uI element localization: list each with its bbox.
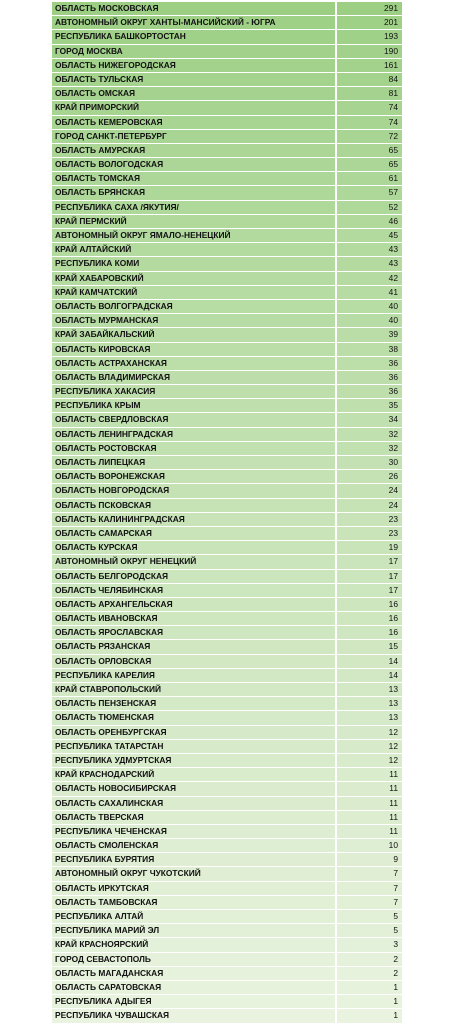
table-row: [52, 428, 402, 442]
table-row: [52, 87, 402, 101]
region-name: РЕСПУБЛИКА КАРЕЛИЯ: [52, 669, 337, 682]
region-name: РЕСПУБЛИКА ТАТАРСТАН: [52, 740, 337, 753]
table-row: [52, 882, 402, 896]
table-row: [52, 499, 402, 513]
region-name: ОБЛАСТЬ ВЛАДИМИРСКАЯ: [52, 371, 337, 384]
table-row: [52, 73, 402, 87]
region-name: РЕСПУБЛИКА ЧЕЧЕНСКАЯ: [52, 825, 337, 838]
region-name: ОБЛАСТЬ ЛИПЕЦКАЯ: [52, 456, 337, 469]
region-value: 36: [337, 357, 402, 370]
region-value: 43: [337, 243, 402, 256]
region-name: ОБЛАСТЬ СМОЛЕНСКАЯ: [52, 839, 337, 852]
region-value: 61: [337, 172, 402, 185]
region-value: 41: [337, 286, 402, 299]
table-row: [52, 272, 402, 286]
region-name: ОБЛАСТЬ ЧЕЛЯБИНСКАЯ: [52, 584, 337, 597]
table-row: [52, 385, 402, 399]
region-name: РЕСПУБЛИКА САХА /ЯКУТИЯ/: [52, 201, 337, 214]
region-value: 74: [337, 116, 402, 129]
region-name: ГОРОД МОСКВА: [52, 45, 337, 58]
region-name: КРАЙ ХАБАРОВСКИЙ: [52, 272, 337, 285]
table-row: [52, 655, 402, 669]
table-row: [52, 669, 402, 683]
region-value: 161: [337, 59, 402, 72]
region-name: ОБЛАСТЬ МАГАДАНСКАЯ: [52, 967, 337, 980]
region-name: РЕСПУБЛИКА БАШКОРТОСТАН: [52, 30, 337, 43]
region-name: ОБЛАСТЬ АСТРАХАНСКАЯ: [52, 357, 337, 370]
region-name: КРАЙ АЛТАЙСКИЙ: [52, 243, 337, 256]
region-value: 7: [337, 867, 402, 880]
region-value: 16: [337, 598, 402, 611]
region-value: 84: [337, 73, 402, 86]
region-value: 1: [337, 995, 402, 1008]
region-name: РЕСПУБЛИКА БУРЯТИЯ: [52, 853, 337, 866]
region-value: 24: [337, 484, 402, 497]
region-value: 30: [337, 456, 402, 469]
table-row: [52, 541, 402, 555]
region-value: 10: [337, 839, 402, 852]
region-name: ОБЛАСТЬ ИВАНОВСКАЯ: [52, 612, 337, 625]
region-value: 13: [337, 697, 402, 710]
region-value: 12: [337, 726, 402, 739]
region-name: АВТОНОМНЫЙ ОКРУГ ХАНТЫ-МАНСИЙСКИЙ - ЮГРА: [52, 16, 337, 29]
region-name: ОБЛАСТЬ ТОМСКАЯ: [52, 172, 337, 185]
region-value: 39: [337, 328, 402, 341]
region-name: ОБЛАСТЬ САМАРСКАЯ: [52, 527, 337, 540]
region-name: ОБЛАСТЬ ЛЕНИНГРАДСКАЯ: [52, 428, 337, 441]
table-row: [52, 711, 402, 725]
table-row: [52, 910, 402, 924]
region-value: 45: [337, 229, 402, 242]
region-value: 12: [337, 740, 402, 753]
region-name: ОБЛАСТЬ ОРЕНБУРГСКАЯ: [52, 726, 337, 739]
table-row: [52, 201, 402, 215]
region-name: КРАЙ КРАСНОЯРСКИЙ: [52, 938, 337, 951]
region-value: 23: [337, 513, 402, 526]
region-value: 35: [337, 399, 402, 412]
table-row: [52, 59, 402, 73]
region-value: 15: [337, 640, 402, 653]
table-row: [52, 2, 402, 16]
table-row: [52, 754, 402, 768]
table-row: [52, 612, 402, 626]
table-row: [52, 598, 402, 612]
region-name: ОБЛАСТЬ КАЛИНИНГРАДСКАЯ: [52, 513, 337, 526]
region-value: 36: [337, 385, 402, 398]
region-value: 19: [337, 541, 402, 554]
table-row: [52, 995, 402, 1009]
region-name: ОБЛАСТЬ ПСКОВСКАЯ: [52, 499, 337, 512]
region-name: РЕСПУБЛИКА КРЫМ: [52, 399, 337, 412]
table-row: [52, 924, 402, 938]
region-name: ОБЛАСТЬ АРХАНГЕЛЬСКАЯ: [52, 598, 337, 611]
table-row: [52, 257, 402, 271]
region-value: 17: [337, 584, 402, 597]
table-row: [52, 740, 402, 754]
table-row: [52, 584, 402, 598]
region-name: ОБЛАСТЬ СВЕРДЛОВСКАЯ: [52, 413, 337, 426]
region-value: 11: [337, 782, 402, 795]
region-value: 40: [337, 314, 402, 327]
table-row: [52, 456, 402, 470]
region-name: РЕСПУБЛИКА МАРИЙ ЭЛ: [52, 924, 337, 937]
region-name: КРАЙ СТАВРОПОЛЬСКИЙ: [52, 683, 337, 696]
region-value: 74: [337, 101, 402, 114]
region-value: 3: [337, 938, 402, 951]
region-value: 65: [337, 144, 402, 157]
region-name: ОБЛАСТЬ НОВГОРОДСКАЯ: [52, 484, 337, 497]
region-value: 36: [337, 371, 402, 384]
region-value: 38: [337, 343, 402, 356]
region-value: 72: [337, 130, 402, 143]
region-value: 14: [337, 655, 402, 668]
region-value: 26: [337, 470, 402, 483]
region-name: ОБЛАСТЬ ПЕНЗЕНСКАЯ: [52, 697, 337, 710]
region-name: ОБЛАСТЬ ТВЕРСКАЯ: [52, 811, 337, 824]
region-name: КРАЙ КАМЧАТСКИЙ: [52, 286, 337, 299]
region-value: 81: [337, 87, 402, 100]
region-value: 11: [337, 811, 402, 824]
table-row: [52, 371, 402, 385]
table-row: [52, 243, 402, 257]
table-row: [52, 172, 402, 186]
region-name: ОБЛАСТЬ НОВОСИБИРСКАЯ: [52, 782, 337, 795]
region-value: 17: [337, 570, 402, 583]
region-name: ОБЛАСТЬ САХАЛИНСКАЯ: [52, 797, 337, 810]
region-value: 65: [337, 158, 402, 171]
table-row: [52, 229, 402, 243]
region-value: 2: [337, 953, 402, 966]
region-name: ОБЛАСТЬ КУРСКАЯ: [52, 541, 337, 554]
region-name: ОБЛАСТЬ ВОЛГОГРАДСКАЯ: [52, 300, 337, 313]
region-name: ОБЛАСТЬ НИЖЕГОРОДСКАЯ: [52, 59, 337, 72]
region-name: ОБЛАСТЬ БРЯНСКАЯ: [52, 186, 337, 199]
region-name: ОБЛАСТЬ ОРЛОВСКАЯ: [52, 655, 337, 668]
region-value: 7: [337, 896, 402, 909]
table-row: [52, 442, 402, 456]
region-name: ОБЛАСТЬ МУРМАНСКАЯ: [52, 314, 337, 327]
region-name: ГОРОД САНКТ-ПЕТЕРБУРГ: [52, 130, 337, 143]
table-row: [52, 797, 402, 811]
table-row: [52, 938, 402, 952]
region-name: ОБЛАСТЬ ОМСКАЯ: [52, 87, 337, 100]
region-value: 42: [337, 272, 402, 285]
table-row: [52, 570, 402, 584]
table-row: [52, 555, 402, 569]
region-value: 5: [337, 924, 402, 937]
region-name: ОБЛАСТЬ РЯЗАНСКАЯ: [52, 640, 337, 653]
region-value: 57: [337, 186, 402, 199]
region-name: ОБЛАСТЬ ТУЛЬСКАЯ: [52, 73, 337, 86]
region-name: АВТОНОМНЫЙ ОКРУГ ЯМАЛО-НЕНЕЦКИЙ: [52, 229, 337, 242]
table-row: [52, 811, 402, 825]
region-name: КРАЙ КРАСНОДАРСКИЙ: [52, 768, 337, 781]
region-value: 40: [337, 300, 402, 313]
table-row: [52, 215, 402, 229]
table-row: [52, 726, 402, 740]
region-name: ОБЛАСТЬ ТЮМЕНСКАЯ: [52, 711, 337, 724]
table-row: [52, 286, 402, 300]
region-name: РЕСПУБЛИКА ХАКАСИЯ: [52, 385, 337, 398]
table-row: [52, 357, 402, 371]
region-value: 17: [337, 555, 402, 568]
table-row: [52, 45, 402, 59]
table-row: [52, 839, 402, 853]
region-name: ОБЛАСТЬ ИРКУТСКАЯ: [52, 882, 337, 895]
region-name: ОБЛАСТЬ МОСКОВСКАЯ: [52, 2, 337, 15]
region-table: [52, 2, 402, 1024]
region-name: ОБЛАСТЬ БЕЛГОРОДСКАЯ: [52, 570, 337, 583]
region-value: 16: [337, 612, 402, 625]
table-row: [52, 144, 402, 158]
table-row: [52, 967, 402, 981]
table-row: [52, 470, 402, 484]
region-name: КРАЙ ЗАБАЙКАЛЬСКИЙ: [52, 328, 337, 341]
table-row: [52, 413, 402, 427]
region-value: 43: [337, 257, 402, 270]
region-value: 1: [337, 981, 402, 994]
region-name: АВТОНОМНЫЙ ОКРУГ НЕНЕЦКИЙ: [52, 555, 337, 568]
region-value: 291: [337, 2, 402, 15]
region-name: АВТОНОМНЫЙ ОКРУГ ЧУКОТСКИЙ: [52, 867, 337, 880]
region-name: КРАЙ ПРИМОРСКИЙ: [52, 101, 337, 114]
region-value: 11: [337, 825, 402, 838]
region-value: 9: [337, 853, 402, 866]
region-value: 2: [337, 967, 402, 980]
region-value: 11: [337, 797, 402, 810]
region-name: ОБЛАСТЬ АМУРСКАЯ: [52, 144, 337, 157]
table-row: [52, 867, 402, 881]
region-name: ОБЛАСТЬ КИРОВСКАЯ: [52, 343, 337, 356]
region-value: 23: [337, 527, 402, 540]
region-value: 5: [337, 910, 402, 923]
region-value: 52: [337, 201, 402, 214]
table-row: [52, 116, 402, 130]
table-row: [52, 953, 402, 967]
region-value: 13: [337, 711, 402, 724]
region-name: РЕСПУБЛИКА АДЫГЕЯ: [52, 995, 337, 1008]
region-name: ОБЛАСТЬ ЯРОСЛАВСКАЯ: [52, 626, 337, 639]
table-row: [52, 130, 402, 144]
table-row: [52, 314, 402, 328]
region-value: 16: [337, 626, 402, 639]
table-row: [52, 825, 402, 839]
region-value: 13: [337, 683, 402, 696]
region-value: 32: [337, 428, 402, 441]
region-value: 201: [337, 16, 402, 29]
table-row: [52, 782, 402, 796]
table-row: [52, 101, 402, 115]
table-row: [52, 328, 402, 342]
region-value: 32: [337, 442, 402, 455]
region-name: РЕСПУБЛИКА КОМИ: [52, 257, 337, 270]
table-row: [52, 683, 402, 697]
table-row: [52, 16, 402, 30]
table-row: [52, 186, 402, 200]
region-value: 7: [337, 882, 402, 895]
region-name: ОБЛАСТЬ КЕМЕРОВСКАЯ: [52, 116, 337, 129]
region-value: 34: [337, 413, 402, 426]
table-row: [52, 158, 402, 172]
table-row: [52, 343, 402, 357]
table-row: [52, 640, 402, 654]
region-value: 46: [337, 215, 402, 228]
table-row: [52, 1009, 402, 1023]
table-row: [52, 697, 402, 711]
region-name: ГОРОД СЕВАСТОПОЛЬ: [52, 953, 337, 966]
region-name: РЕСПУБЛИКА УДМУРТСКАЯ: [52, 754, 337, 767]
region-value: 190: [337, 45, 402, 58]
region-value: 193: [337, 30, 402, 43]
table-row: [52, 768, 402, 782]
region-name: ОБЛАСТЬ ВОРОНЕЖСКАЯ: [52, 470, 337, 483]
region-value: 14: [337, 669, 402, 682]
region-name: РЕСПУБЛИКА АЛТАЙ: [52, 910, 337, 923]
table-row: [52, 527, 402, 541]
region-name: ОБЛАСТЬ ТАМБОВСКАЯ: [52, 896, 337, 909]
region-name: ОБЛАСТЬ РОСТОВСКАЯ: [52, 442, 337, 455]
region-value: 12: [337, 754, 402, 767]
region-value: 1: [337, 1009, 402, 1022]
region-value: 11: [337, 768, 402, 781]
region-name: РЕСПУБЛИКА ЧУВАШСКАЯ: [52, 1009, 337, 1022]
table-row: [52, 981, 402, 995]
table-row: [52, 30, 402, 44]
table-row: [52, 399, 402, 413]
table-row: [52, 896, 402, 910]
table-row: [52, 626, 402, 640]
table-row: [52, 484, 402, 498]
region-name: ОБЛАСТЬ САРАТОВСКАЯ: [52, 981, 337, 994]
region-value: 24: [337, 499, 402, 512]
region-name: КРАЙ ПЕРМСКИЙ: [52, 215, 337, 228]
table-row: [52, 853, 402, 867]
table-row: [52, 300, 402, 314]
table-row: [52, 513, 402, 527]
region-name: ОБЛАСТЬ ВОЛОГОДСКАЯ: [52, 158, 337, 171]
